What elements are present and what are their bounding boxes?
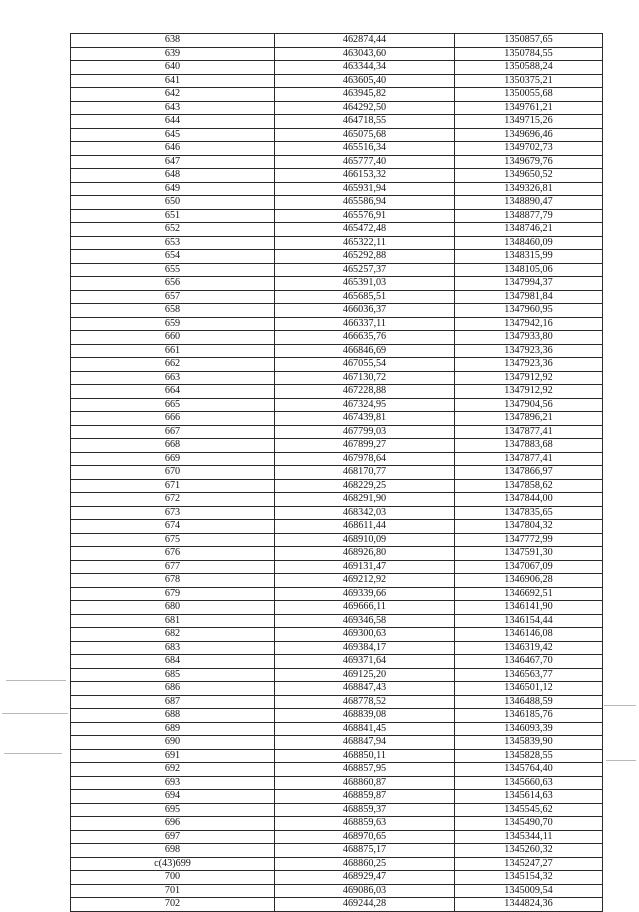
x-coordinate-cell: 468839,08 xyxy=(275,709,455,723)
y-coordinate-cell: 1348877,79 xyxy=(455,209,603,223)
x-coordinate-cell: 465472,48 xyxy=(275,223,455,237)
y-coordinate-cell: 1347883,68 xyxy=(455,439,603,453)
table-row xyxy=(71,182,603,196)
y-coordinate-cell: 1348890,47 xyxy=(455,196,603,210)
y-coordinate-cell: 1348315,99 xyxy=(455,250,603,264)
y-coordinate-cell: 1350784,55 xyxy=(455,47,603,61)
y-coordinate-cell: 1349715,26 xyxy=(455,115,603,129)
table-row xyxy=(71,304,603,318)
y-coordinate-cell: 1349702,73 xyxy=(455,142,603,156)
y-coordinate-cell: 1346467,70 xyxy=(455,655,603,669)
x-coordinate-cell: 467439,81 xyxy=(275,412,455,426)
table-row xyxy=(71,277,603,291)
point-number-cell: 655 xyxy=(71,263,275,277)
point-number-cell: 673 xyxy=(71,506,275,520)
x-coordinate-cell: 468847,43 xyxy=(275,682,455,696)
table-row xyxy=(71,857,603,871)
table-row xyxy=(71,871,603,885)
x-coordinate-cell: 468860,25 xyxy=(275,857,455,871)
table-row xyxy=(71,61,603,75)
point-number-cell: 674 xyxy=(71,520,275,534)
x-coordinate-cell: 468970,65 xyxy=(275,830,455,844)
table-row xyxy=(71,790,603,804)
x-coordinate-cell: 469346,58 xyxy=(275,614,455,628)
x-coordinate-cell: 465075,68 xyxy=(275,128,455,142)
x-coordinate-cell: 465931,94 xyxy=(275,182,455,196)
table-row xyxy=(71,223,603,237)
y-coordinate-cell: 1347994,37 xyxy=(455,277,603,291)
x-coordinate-cell: 468342,03 xyxy=(275,506,455,520)
point-number-cell: 660 xyxy=(71,331,275,345)
table-row xyxy=(71,506,603,520)
y-coordinate-cell: 1346154,44 xyxy=(455,614,603,628)
y-coordinate-cell: 1347981,84 xyxy=(455,290,603,304)
x-coordinate-cell: 465685,51 xyxy=(275,290,455,304)
x-coordinate-cell: 467899,27 xyxy=(275,439,455,453)
table-row xyxy=(71,196,603,210)
table-row xyxy=(71,736,603,750)
point-number-cell: 677 xyxy=(71,560,275,574)
x-coordinate-cell: 463344,34 xyxy=(275,61,455,75)
x-coordinate-cell: 469384,17 xyxy=(275,641,455,655)
x-coordinate-cell: 469339,66 xyxy=(275,587,455,601)
y-coordinate-cell: 1345344,11 xyxy=(455,830,603,844)
x-coordinate-cell: 468229,25 xyxy=(275,479,455,493)
point-number-cell: 665 xyxy=(71,398,275,412)
y-coordinate-cell: 1350375,21 xyxy=(455,74,603,88)
point-number-cell: 678 xyxy=(71,574,275,588)
x-coordinate-cell: 463605,40 xyxy=(275,74,455,88)
point-number-cell: 643 xyxy=(71,101,275,115)
point-number-cell: 668 xyxy=(71,439,275,453)
coordinates-table xyxy=(70,33,603,912)
x-coordinate-cell: 465391,03 xyxy=(275,277,455,291)
x-coordinate-cell: 465777,40 xyxy=(275,155,455,169)
y-coordinate-cell: 1345009,54 xyxy=(455,884,603,898)
point-number-cell: 664 xyxy=(71,385,275,399)
x-coordinate-cell: 467055,54 xyxy=(275,358,455,372)
table-row xyxy=(71,452,603,466)
point-number-cell: 695 xyxy=(71,803,275,817)
y-coordinate-cell: 1346692,51 xyxy=(455,587,603,601)
point-number-cell: 670 xyxy=(71,466,275,480)
table-row xyxy=(71,398,603,412)
point-number-cell: 690 xyxy=(71,736,275,750)
x-coordinate-cell: 462874,44 xyxy=(275,34,455,48)
table-row xyxy=(71,493,603,507)
y-coordinate-cell: 1350055,68 xyxy=(455,88,603,102)
x-coordinate-cell: 468847,94 xyxy=(275,736,455,750)
table-row xyxy=(71,560,603,574)
y-coordinate-cell: 1346093,39 xyxy=(455,722,603,736)
point-number-cell: 663 xyxy=(71,371,275,385)
y-coordinate-cell: 1347067,09 xyxy=(455,560,603,574)
table-row xyxy=(71,533,603,547)
point-number-cell: 701 xyxy=(71,884,275,898)
point-number-cell: 658 xyxy=(71,304,275,318)
x-coordinate-cell: 469125,20 xyxy=(275,668,455,682)
point-number-cell: 686 xyxy=(71,682,275,696)
x-coordinate-cell: 469212,92 xyxy=(275,574,455,588)
table-row xyxy=(71,34,603,48)
table-row xyxy=(71,668,603,682)
y-coordinate-cell: 1348460,09 xyxy=(455,236,603,250)
point-number-cell: 700 xyxy=(71,871,275,885)
table-row xyxy=(71,155,603,169)
point-number-cell: 679 xyxy=(71,587,275,601)
y-coordinate-cell: 1347960,95 xyxy=(455,304,603,318)
x-coordinate-cell: 468875,17 xyxy=(275,844,455,858)
y-coordinate-cell: 1346319,42 xyxy=(455,641,603,655)
x-coordinate-cell: 469371,64 xyxy=(275,655,455,669)
table-row xyxy=(71,628,603,642)
table-row xyxy=(71,614,603,628)
table-row xyxy=(71,655,603,669)
point-number-cell: 683 xyxy=(71,641,275,655)
x-coordinate-cell: 469666,11 xyxy=(275,601,455,615)
y-coordinate-cell: 1345545,62 xyxy=(455,803,603,817)
y-coordinate-cell: 1345839,90 xyxy=(455,736,603,750)
y-coordinate-cell: 1346488,59 xyxy=(455,695,603,709)
y-coordinate-cell: 1347912,92 xyxy=(455,385,603,399)
y-coordinate-cell: 1349650,52 xyxy=(455,169,603,183)
point-number-cell: 676 xyxy=(71,547,275,561)
point-number-cell: c(43)699 xyxy=(71,857,275,871)
point-number-cell: 702 xyxy=(71,898,275,912)
x-coordinate-cell: 469131,47 xyxy=(275,560,455,574)
x-coordinate-cell: 466846,69 xyxy=(275,344,455,358)
point-number-cell: 675 xyxy=(71,533,275,547)
y-coordinate-cell: 1349326,81 xyxy=(455,182,603,196)
point-number-cell: 650 xyxy=(71,196,275,210)
point-number-cell: 647 xyxy=(71,155,275,169)
table-row xyxy=(71,601,603,615)
table-row xyxy=(71,115,603,129)
x-coordinate-cell: 467978,64 xyxy=(275,452,455,466)
y-coordinate-cell: 1346563,77 xyxy=(455,668,603,682)
x-coordinate-cell: 465292,88 xyxy=(275,250,455,264)
table-row xyxy=(71,47,603,61)
point-number-cell: 681 xyxy=(71,614,275,628)
y-coordinate-cell: 1347912,92 xyxy=(455,371,603,385)
y-coordinate-cell: 1346501,12 xyxy=(455,682,603,696)
x-coordinate-cell: 466337,11 xyxy=(275,317,455,331)
scan-mark xyxy=(606,760,636,761)
y-coordinate-cell: 1346141,90 xyxy=(455,601,603,615)
x-coordinate-cell: 469300,63 xyxy=(275,628,455,642)
table-row xyxy=(71,884,603,898)
table-row xyxy=(71,425,603,439)
y-coordinate-cell: 1347866,97 xyxy=(455,466,603,480)
y-coordinate-cell: 1349696,46 xyxy=(455,128,603,142)
point-number-cell: 691 xyxy=(71,749,275,763)
table-row xyxy=(71,817,603,831)
x-coordinate-cell: 469086,03 xyxy=(275,884,455,898)
y-coordinate-cell: 1345660,63 xyxy=(455,776,603,790)
x-coordinate-cell: 469244,28 xyxy=(275,898,455,912)
table-row xyxy=(71,101,603,115)
table-row xyxy=(71,763,603,777)
table-row xyxy=(71,88,603,102)
table-row xyxy=(71,898,603,912)
table-row xyxy=(71,520,603,534)
table-row xyxy=(71,263,603,277)
x-coordinate-cell: 465257,37 xyxy=(275,263,455,277)
coordinates-table-body xyxy=(71,34,603,912)
point-number-cell: 662 xyxy=(71,358,275,372)
y-coordinate-cell: 1347591,30 xyxy=(455,547,603,561)
x-coordinate-cell: 465322,11 xyxy=(275,236,455,250)
x-coordinate-cell: 468170,77 xyxy=(275,466,455,480)
y-coordinate-cell: 1347835,65 xyxy=(455,506,603,520)
scan-mark xyxy=(2,713,68,714)
point-number-cell: 652 xyxy=(71,223,275,237)
point-number-cell: 651 xyxy=(71,209,275,223)
table-row xyxy=(71,830,603,844)
x-coordinate-cell: 466036,37 xyxy=(275,304,455,318)
x-coordinate-cell: 468929,47 xyxy=(275,871,455,885)
x-coordinate-cell: 468926,80 xyxy=(275,547,455,561)
y-coordinate-cell: 1345490,70 xyxy=(455,817,603,831)
x-coordinate-cell: 465576,91 xyxy=(275,209,455,223)
table-row xyxy=(71,344,603,358)
y-coordinate-cell: 1347933,80 xyxy=(455,331,603,345)
table-row xyxy=(71,250,603,264)
x-coordinate-cell: 468778,52 xyxy=(275,695,455,709)
y-coordinate-cell: 1345154,32 xyxy=(455,871,603,885)
y-coordinate-cell: 1347772,99 xyxy=(455,533,603,547)
point-number-cell: 685 xyxy=(71,668,275,682)
point-number-cell: 648 xyxy=(71,169,275,183)
table-row xyxy=(71,142,603,156)
point-number-cell: 698 xyxy=(71,844,275,858)
table-row xyxy=(71,290,603,304)
table-row xyxy=(71,749,603,763)
x-coordinate-cell: 468860,87 xyxy=(275,776,455,790)
point-number-cell: 649 xyxy=(71,182,275,196)
table-row xyxy=(71,587,603,601)
table-row xyxy=(71,709,603,723)
y-coordinate-cell: 1350588,24 xyxy=(455,61,603,75)
x-coordinate-cell: 463945,82 xyxy=(275,88,455,102)
point-number-cell: 638 xyxy=(71,34,275,48)
table-row xyxy=(71,479,603,493)
table-row xyxy=(71,169,603,183)
point-number-cell: 672 xyxy=(71,493,275,507)
point-number-cell: 667 xyxy=(71,425,275,439)
x-coordinate-cell: 467130,72 xyxy=(275,371,455,385)
x-coordinate-cell: 468841,45 xyxy=(275,722,455,736)
y-coordinate-cell: 1347896,21 xyxy=(455,412,603,426)
point-number-cell: 684 xyxy=(71,655,275,669)
x-coordinate-cell: 468611,44 xyxy=(275,520,455,534)
y-coordinate-cell: 1347844,00 xyxy=(455,493,603,507)
y-coordinate-cell: 1345828,55 xyxy=(455,749,603,763)
x-coordinate-cell: 464292,50 xyxy=(275,101,455,115)
x-coordinate-cell: 468910,09 xyxy=(275,533,455,547)
x-coordinate-cell: 466153,32 xyxy=(275,169,455,183)
x-coordinate-cell: 468291,90 xyxy=(275,493,455,507)
point-number-cell: 641 xyxy=(71,74,275,88)
table-row xyxy=(71,128,603,142)
x-coordinate-cell: 467799,03 xyxy=(275,425,455,439)
point-number-cell: 682 xyxy=(71,628,275,642)
table-row xyxy=(71,776,603,790)
y-coordinate-cell: 1345260,32 xyxy=(455,844,603,858)
point-number-cell: 659 xyxy=(71,317,275,331)
scan-mark xyxy=(4,753,62,754)
y-coordinate-cell: 1347904,56 xyxy=(455,398,603,412)
y-coordinate-cell: 1345764,40 xyxy=(455,763,603,777)
x-coordinate-cell: 467324,95 xyxy=(275,398,455,412)
table-row xyxy=(71,722,603,736)
x-coordinate-cell: 466635,76 xyxy=(275,331,455,345)
table-row xyxy=(71,682,603,696)
point-number-cell: 687 xyxy=(71,695,275,709)
point-number-cell: 646 xyxy=(71,142,275,156)
point-number-cell: 639 xyxy=(71,47,275,61)
point-number-cell: 694 xyxy=(71,790,275,804)
table-row xyxy=(71,412,603,426)
table-row xyxy=(71,695,603,709)
table-row xyxy=(71,803,603,817)
y-coordinate-cell: 1349679,76 xyxy=(455,155,603,169)
table-row xyxy=(71,385,603,399)
x-coordinate-cell: 464718,55 xyxy=(275,115,455,129)
table-row xyxy=(71,466,603,480)
table-row xyxy=(71,574,603,588)
point-number-cell: 693 xyxy=(71,776,275,790)
table-row xyxy=(71,844,603,858)
point-number-cell: 671 xyxy=(71,479,275,493)
y-coordinate-cell: 1346906,28 xyxy=(455,574,603,588)
x-coordinate-cell: 468859,37 xyxy=(275,803,455,817)
y-coordinate-cell: 1346185,76 xyxy=(455,709,603,723)
y-coordinate-cell: 1348746,21 xyxy=(455,223,603,237)
x-coordinate-cell: 463043,60 xyxy=(275,47,455,61)
y-coordinate-cell: 1347804,32 xyxy=(455,520,603,534)
x-coordinate-cell: 468859,63 xyxy=(275,817,455,831)
y-coordinate-cell: 1349761,21 xyxy=(455,101,603,115)
y-coordinate-cell: 1347858,62 xyxy=(455,479,603,493)
table-row xyxy=(71,236,603,250)
point-number-cell: 697 xyxy=(71,830,275,844)
point-number-cell: 689 xyxy=(71,722,275,736)
point-number-cell: 656 xyxy=(71,277,275,291)
table-row xyxy=(71,209,603,223)
y-coordinate-cell: 1347923,36 xyxy=(455,344,603,358)
scan-mark xyxy=(604,705,636,706)
table-row xyxy=(71,358,603,372)
x-coordinate-cell: 468859,87 xyxy=(275,790,455,804)
y-coordinate-cell: 1350857,65 xyxy=(455,34,603,48)
x-coordinate-cell: 465586,94 xyxy=(275,196,455,210)
table-row xyxy=(71,641,603,655)
point-number-cell: 666 xyxy=(71,412,275,426)
x-coordinate-cell: 467228,88 xyxy=(275,385,455,399)
point-number-cell: 653 xyxy=(71,236,275,250)
point-number-cell: 654 xyxy=(71,250,275,264)
table-row xyxy=(71,74,603,88)
point-number-cell: 661 xyxy=(71,344,275,358)
scan-mark xyxy=(6,680,66,681)
y-coordinate-cell: 1347877,41 xyxy=(455,452,603,466)
y-coordinate-cell: 1345247,27 xyxy=(455,857,603,871)
point-number-cell: 669 xyxy=(71,452,275,466)
y-coordinate-cell: 1344824,36 xyxy=(455,898,603,912)
x-coordinate-cell: 468857,95 xyxy=(275,763,455,777)
point-number-cell: 657 xyxy=(71,290,275,304)
point-number-cell: 640 xyxy=(71,61,275,75)
y-coordinate-cell: 1347923,36 xyxy=(455,358,603,372)
y-coordinate-cell: 1347942,16 xyxy=(455,317,603,331)
point-number-cell: 644 xyxy=(71,115,275,129)
point-number-cell: 642 xyxy=(71,88,275,102)
x-coordinate-cell: 468850,11 xyxy=(275,749,455,763)
table-row xyxy=(71,317,603,331)
table-row xyxy=(71,547,603,561)
y-coordinate-cell: 1346146,08 xyxy=(455,628,603,642)
y-coordinate-cell: 1345614,63 xyxy=(455,790,603,804)
point-number-cell: 692 xyxy=(71,763,275,777)
table-row xyxy=(71,331,603,345)
point-number-cell: 696 xyxy=(71,817,275,831)
x-coordinate-cell: 465516,34 xyxy=(275,142,455,156)
y-coordinate-cell: 1347877,41 xyxy=(455,425,603,439)
point-number-cell: 645 xyxy=(71,128,275,142)
table-row xyxy=(71,439,603,453)
point-number-cell: 688 xyxy=(71,709,275,723)
table-row xyxy=(71,371,603,385)
point-number-cell: 680 xyxy=(71,601,275,615)
y-coordinate-cell: 1348105,06 xyxy=(455,263,603,277)
